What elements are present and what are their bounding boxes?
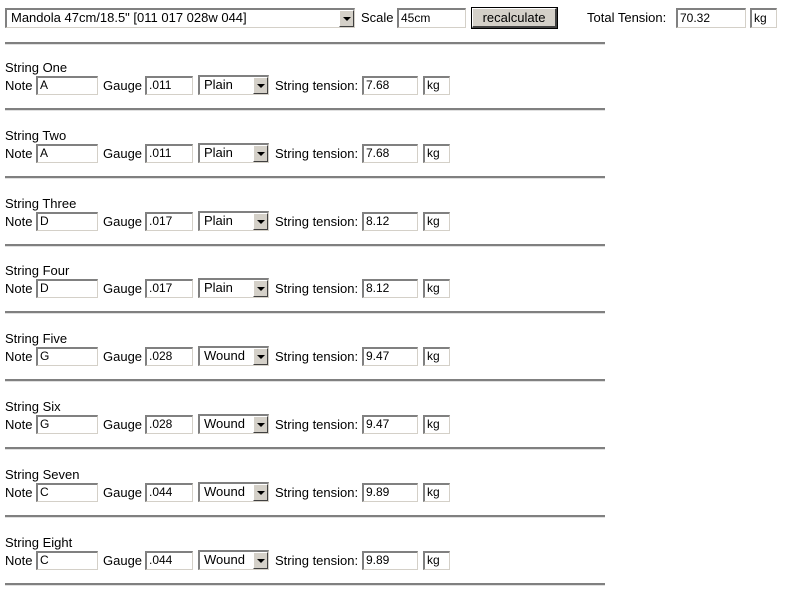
- string-title: String Three: [5, 196, 77, 211]
- chevron-down-icon[interactable]: [253, 145, 268, 162]
- string-type-value: Plain: [204, 77, 233, 92]
- string-type-value: Wound: [204, 552, 245, 567]
- string-title: String Five: [5, 331, 68, 346]
- string-type-select[interactable]: [198, 211, 269, 231]
- gauge-label: Gauge: [103, 417, 143, 432]
- string-tension-input[interactable]: 9.47: [362, 347, 418, 366]
- string-tension-unit[interactable]: kg: [423, 483, 450, 502]
- gauge-input[interactable]: .017: [145, 279, 193, 298]
- string-type-value: Wound: [204, 484, 245, 499]
- string-tension-input[interactable]: 8.12: [362, 279, 418, 298]
- note-label: Note: [5, 417, 33, 432]
- gauge-input[interactable]: .044: [145, 551, 193, 570]
- string-title: String Seven: [5, 467, 80, 482]
- string-title: String One: [5, 60, 68, 75]
- divider: [5, 42, 605, 45]
- string-tension-input[interactable]: 7.68: [362, 144, 418, 163]
- divider: [5, 244, 605, 247]
- string-type-select[interactable]: [198, 550, 269, 570]
- gauge-label: Gauge: [103, 553, 143, 568]
- divider: [5, 583, 605, 586]
- string-title: String Eight: [5, 535, 73, 550]
- string-title: String Two: [5, 128, 67, 143]
- note-label: Note: [5, 553, 33, 568]
- gauge-input[interactable]: .028: [145, 415, 193, 434]
- total-tension-label: Total Tension:: [587, 10, 667, 25]
- note-label: Note: [5, 349, 33, 364]
- note-input[interactable]: D: [36, 279, 98, 298]
- scale-input[interactable]: 45cm: [397, 8, 466, 28]
- string-tension-input[interactable]: 8.12: [362, 212, 418, 231]
- string-tension-label: String tension:: [275, 214, 359, 229]
- string-type-select[interactable]: [198, 278, 269, 298]
- note-input[interactable]: G: [36, 347, 98, 366]
- string-tension-unit[interactable]: kg: [423, 279, 450, 298]
- string-tension-input[interactable]: 9.47: [362, 415, 418, 434]
- chevron-down-icon[interactable]: [253, 348, 268, 365]
- string-tension-label: String tension:: [275, 78, 359, 93]
- note-label: Note: [5, 485, 33, 500]
- string-tension-input[interactable]: 9.89: [362, 483, 418, 502]
- string-tension-unit[interactable]: kg: [423, 212, 450, 231]
- string-type-value: Plain: [204, 145, 233, 160]
- instrument-preset-select[interactable]: [5, 8, 355, 28]
- divider: [5, 515, 605, 518]
- total-tension-input[interactable]: 70.32: [676, 8, 746, 28]
- divider: [5, 108, 605, 111]
- instrument-preset-value: Mandola 47cm/18.5" [011 017 028w 044]: [11, 10, 247, 25]
- note-label: Note: [5, 281, 33, 296]
- total-tension-unit[interactable]: kg: [750, 8, 777, 28]
- note-input[interactable]: A: [36, 76, 98, 95]
- string-tension-unit[interactable]: kg: [423, 551, 450, 570]
- string-tension-label: String tension:: [275, 281, 359, 296]
- chevron-down-icon[interactable]: [253, 416, 268, 433]
- scale-label: Scale: [361, 10, 394, 25]
- gauge-input[interactable]: .028: [145, 347, 193, 366]
- chevron-down-icon[interactable]: [253, 77, 268, 94]
- gauge-input[interactable]: .011: [145, 144, 193, 163]
- gauge-label: Gauge: [103, 214, 143, 229]
- string-tension-label: String tension:: [275, 146, 359, 161]
- string-type-value: Plain: [204, 280, 233, 295]
- chevron-down-icon[interactable]: [253, 280, 268, 297]
- string-type-value: Plain: [204, 213, 233, 228]
- string-type-select[interactable]: [198, 143, 269, 163]
- divider: [5, 311, 605, 314]
- divider: [5, 447, 605, 450]
- note-label: Note: [5, 214, 33, 229]
- string-type-select[interactable]: [198, 414, 269, 434]
- divider: [5, 379, 605, 382]
- chevron-down-icon[interactable]: [253, 213, 268, 230]
- gauge-label: Gauge: [103, 349, 143, 364]
- string-title: String Six: [5, 399, 61, 414]
- gauge-input[interactable]: .044: [145, 483, 193, 502]
- note-label: Note: [5, 78, 33, 93]
- string-tension-unit[interactable]: kg: [423, 415, 450, 434]
- string-tension-unit[interactable]: kg: [423, 76, 450, 95]
- string-type-select[interactable]: [198, 75, 269, 95]
- note-input[interactable]: A: [36, 144, 98, 163]
- note-input[interactable]: C: [36, 483, 98, 502]
- string-tension-unit[interactable]: kg: [423, 347, 450, 366]
- string-title: String Four: [5, 263, 70, 278]
- string-tension-input[interactable]: 9.89: [362, 551, 418, 570]
- string-tension-input[interactable]: 7.68: [362, 76, 418, 95]
- string-type-select[interactable]: [198, 482, 269, 502]
- recalculate-button[interactable]: recalculate: [472, 8, 557, 28]
- gauge-label: Gauge: [103, 485, 143, 500]
- note-input[interactable]: D: [36, 212, 98, 231]
- gauge-label: Gauge: [103, 146, 143, 161]
- gauge-input[interactable]: .011: [145, 76, 193, 95]
- chevron-down-icon[interactable]: [339, 10, 354, 27]
- string-type-value: Wound: [204, 416, 245, 431]
- string-tension-label: String tension:: [275, 349, 359, 364]
- note-input[interactable]: G: [36, 415, 98, 434]
- divider: [5, 176, 605, 179]
- gauge-label: Gauge: [103, 78, 143, 93]
- string-type-value: Wound: [204, 348, 245, 363]
- string-tension-label: String tension:: [275, 417, 359, 432]
- note-input[interactable]: C: [36, 551, 98, 570]
- gauge-label: Gauge: [103, 281, 143, 296]
- string-type-select[interactable]: [198, 346, 269, 366]
- note-label: Note: [5, 146, 33, 161]
- gauge-input[interactable]: .017: [145, 212, 193, 231]
- chevron-down-icon[interactable]: [253, 552, 268, 569]
- chevron-down-icon[interactable]: [253, 484, 268, 501]
- string-tension-label: String tension:: [275, 485, 359, 500]
- string-tension-label: String tension:: [275, 553, 359, 568]
- string-tension-unit[interactable]: kg: [423, 144, 450, 163]
